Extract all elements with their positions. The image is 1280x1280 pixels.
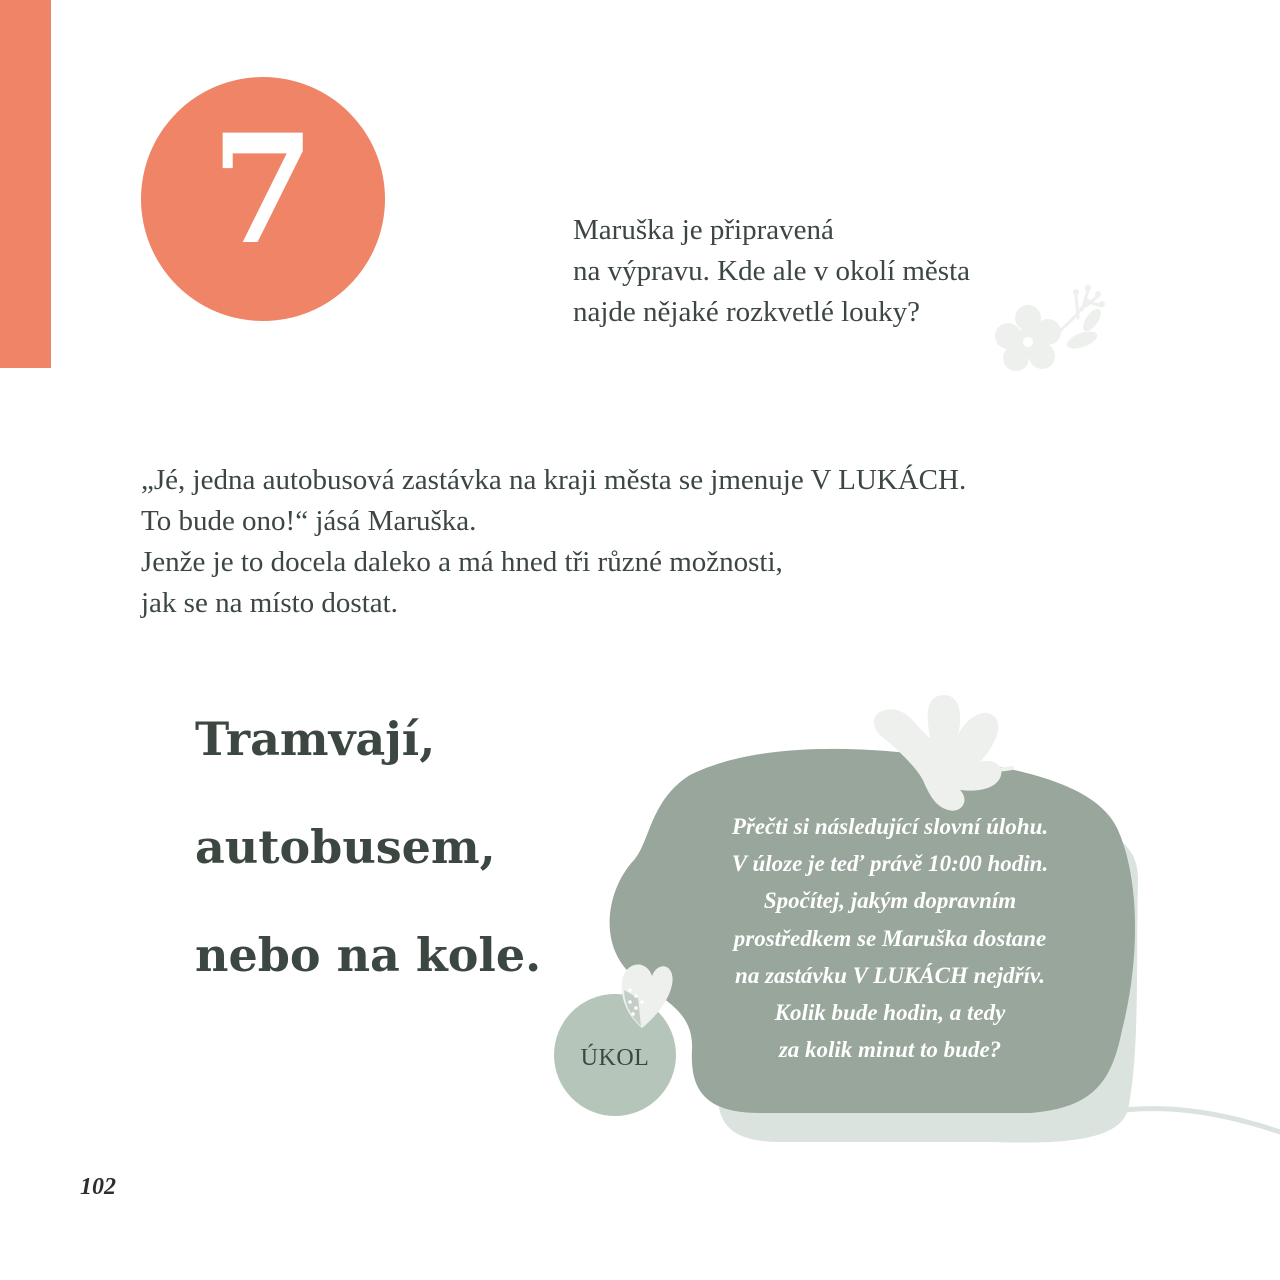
intro-line: najde nějaké rozkvetlé louky? — [573, 296, 921, 328]
task-text — [660, 808, 1120, 1068]
option-bus: autobusem, — [195, 820, 496, 874]
task-line: za kolik minut to bude? — [778, 1037, 1002, 1063]
intro-line: na výpravu. Kde ale v okolí města — [573, 255, 971, 287]
story-line: To bude ono!“ jásá Maruška. — [141, 505, 477, 537]
option-tram: Tramvají, — [195, 712, 436, 766]
story-line: jak se na místo dostat. — [141, 587, 398, 619]
task-line: V úloze je teď právě 10:00 hodin. — [731, 851, 1049, 877]
task-line: Přečti si následující slovní úlohu. — [731, 814, 1049, 839]
task-label: ÚKOL — [580, 1045, 650, 1071]
task-line: Kolik bude hodin, a tedy — [774, 1000, 1006, 1026]
task-line: Spočítej, jakým dopravním — [763, 888, 1017, 914]
intro-line: Maruška je připravená — [573, 214, 834, 246]
decorative-tail-line — [1110, 1109, 1280, 1132]
task-line: na zastávku V LUKÁCH nejdřív. — [735, 962, 1045, 988]
task-line: prostředkem se Maruška dostane — [733, 925, 1047, 951]
chapter-number: 7 — [210, 102, 316, 278]
option-bike: nebo na kole. — [195, 928, 542, 982]
story-line: „Jé, jedna autobusová zastávka na kraji města se jmenuje V LUKÁCH. — [141, 464, 967, 496]
page-number: 102 — [80, 1174, 116, 1200]
story-line: Jenže je to docela daleko a má hned tři různé možnosti, — [141, 546, 783, 578]
